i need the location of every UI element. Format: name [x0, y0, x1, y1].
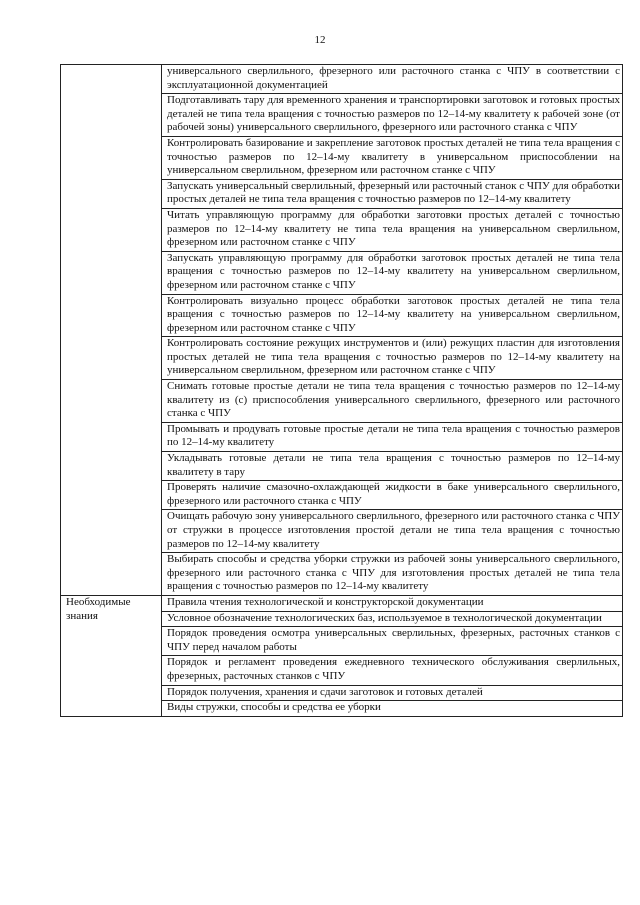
table-row — [61, 595, 623, 611]
labor-action-cell: Контролировать базирование и закрепление заготовок простых деталей не типа тела вращения с точностью размеров по 12–14-му квалитету в универсальном приспособлении на универсальном сверлильном, фрезерном или расточном станке с ЧПУ — [162, 136, 623, 179]
table-row — [61, 65, 623, 94]
labor-action-cell: Выбирать способы и средства уборки стружки из рабочей зоны универсального сверлильного, фрезерного или расточного станка с ЧПУ для изготовления простых деталей не типа тела вращения с точностью размеров по 12–14-му квалитету — [162, 553, 623, 596]
labor-action-cell: Читать управляющую программу для обработки заготовки простых деталей с точностью размеров по 12–14-му квалитету не типа тела вращения на универсальном сверлильном, фрезерном или расточном станке с ЧПУ — [162, 208, 623, 251]
knowledge-item-cell: Правила чтения технологической и конструкторской документации — [162, 595, 623, 611]
labor-action-cell: Проверять наличие смазочно-охлаждающей жидкости в баке универсального сверлильного, фрезерного или расточного станка с ЧПУ — [162, 481, 623, 510]
labor-action-cell: Запускать универсальный сверлильный, фрезерный или расточный станок с ЧПУ для обработки простых деталей не типа тела вращения с точностью размеров по 12–14-му квалитету — [162, 179, 623, 208]
knowledge-item-cell: Порядок получения, хранения и сдачи заготовок и готовых деталей — [162, 685, 623, 701]
labor-action-cell: Контролировать визуально процесс обработки заготовок простых деталей не типа тела вращения с точностью размеров по 12–14-му квалитету на универсальном сверлильном, фрезерном или расточном станке с ЧПУ — [162, 294, 623, 337]
labor-action-cell: Контролировать состояние режущих инструментов и (или) режущих пластин для изготовления простых деталей не типа тела вращения с точностью размеров по 12–14-му квалитету на универсальном сверлильном, фрезерном или расточном станке с ЧПУ — [162, 337, 623, 380]
knowledge-item-cell: Порядок и регламент проведения ежедневного технического обслуживания сверлильных, фрезерных, расточных станков с ЧПУ — [162, 656, 623, 685]
labor-action-cell: Снимать готовые простые детали не типа тела вращения с точностью размеров по 12–14-му квалитету из (с) приспособления универсального сверлильного, фрезерного или расточного станка с ЧПУ — [162, 380, 623, 423]
knowledge-item-cell: Виды стружки, способы и средства ее уборки — [162, 701, 623, 717]
labor-action-cell: Подготавливать тару для временного хранения и транспортировки заготовок и готовых простых деталей не типа тела вращения с точностью размеров по 12–14-му квалитету к рабочей зоне (от рабочей зоны) универсального сверлильного, фрезерного или расточного станка с ЧПУ — [162, 94, 623, 137]
knowledge-item-cell: Порядок проведения осмотра универсальных сверлильных, фрезерных, расточных станков с ЧПУ перед началом работы — [162, 627, 623, 656]
labor-action-cell: Очищать рабочую зону универсального сверлильного, фрезерного или расточного станка с ЧПУ от стружки в процессе изготовления простой детали не типа тела вращения с точностью размеров по 12–14-му квалитету — [162, 510, 623, 553]
labor-action-cell: Укладывать готовые детали не типа тела вращения с точностью размеров по 12–14-му квалитету в тару — [162, 452, 623, 481]
empty-label-cell — [61, 65, 162, 596]
labor-action-cell: универсального сверлильного, фрезерного или расточного станка с ЧПУ в соответствии с эксплуатационной документацией — [162, 65, 623, 94]
knowledge-label-cell: Необходимые знания — [61, 595, 162, 716]
knowledge-item-cell: Условное обозначение технологических баз, используемое в технологической документации — [162, 611, 623, 627]
labor-action-cell: Запускать управляющую программу для обработки заготовок простых деталей не типа тела вращения с точностью размеров по 12–14-му квалитету на универсальном сверлильном, фрезерном или расточном станке с ЧПУ — [162, 251, 623, 294]
labor-action-cell: Промывать и продувать готовые простые детали не типа тела вращения с точностью размеров по 12–14-му квалитету — [162, 422, 623, 451]
page-number: 12 — [314, 34, 326, 46]
competency-table — [60, 64, 623, 717]
